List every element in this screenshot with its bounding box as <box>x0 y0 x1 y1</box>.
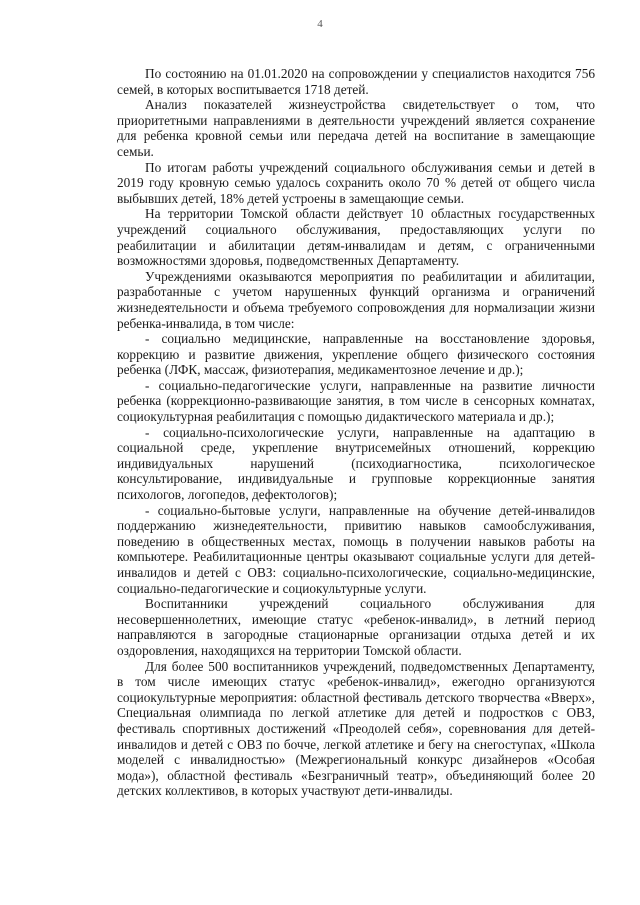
paragraph: Для более 500 воспитанников учреждений, подведомственных Департаменту, в том числе имеющих статус «ребенок-инвалид», ежегодно организуются социокультурные мероприятия: областной фестиваль детского творчества «Вверх», Специальная олимпиада по легкой атлетике для детей и подростков с ОВЗ, фестиваль спортивных достижений «Преодолей себя», соревнования для детей-инвалидов и детей с ОВЗ по бочче, легкой атлетике и бегу на снегоступах, «Школа моделей с инвалидностью» (Межрегиональный конкурс дизайнеров «Особая мода»), областной фестиваль «Безграничный театр», объединяющий более 20 детских коллективов, в которых участвуют дети-инвалиды. <box>117 658 595 799</box>
list-item: - социально-психологические услуги, направленные на адаптацию в социальной среде, укрепление внутрисемейных отношений, коррекцию индивидуальных нарушений (психодиагностика, психологическое консультирование, индивидуальные и групповые коррекционные занятия психологов, логопедов, дефектологов); <box>117 424 595 503</box>
paragraph: Учреждениями оказываются мероприятия по реабилитации и абилитации, разработанные с учетом нарушенных функций организма и ограничений жизнедеятельности и объема требуемого сопровождения для нормализации жизни ребенка-инвалида, в том числе: <box>117 268 595 331</box>
list-item: - социально-бытовые услуги, направленные на обучение детей-инвалидов поддержанию жизнедеятельности, привитию навыков самообслуживания, поведению в общественных местах, помощь в получении навыков работы на компьютере. Реабилитационные центры оказывают социальные услуги для детей-инвалидов и детей с ОВЗ: социально-психологические, социально-медицинские, социально-педагогические и социокультурные услуги. <box>117 502 595 596</box>
document-body <box>117 66 595 799</box>
page-number: 4 <box>317 18 323 30</box>
list-item: - социально медицинские, направленные на восстановление здоровья, коррекцию и развитие движения, укрепление общего физического состояния ребенка (ЛФК, массаж, физиотерапия, медикаментозное лечение и др.); <box>117 331 595 378</box>
paragraph: Анализ показателей жизнеустройства свидетельствует о том, что приоритетными направлениями в деятельности учреждений является сохранение для ребенка кровной семьи или передача детей на воспитание в замещающие семьи. <box>117 97 595 159</box>
list-item: - социально-педагогические услуги, направленные на развитие личности ребенка (коррекционно-развивающие занятия, в том числе в сенсорных комнатах, социокультурная реабилитация с помощью дидактического материала и др.); <box>117 377 595 425</box>
paragraph: Воспитанники учреждений социального обслуживания для несовершеннолетних, имеющие статус «ребенок-инвалид», в летний период направляются в загородные стационарные организации отдыха детей и их оздоровления, находящихся на территории Томской области. <box>117 596 595 658</box>
paragraph: По итогам работы учреждений социального обслуживания семьи и детей в 2019 году кровную семью удалось сохранить около 70 % детей от общего числа выбывших детей, 18% детей устроены в замещающие семьи. <box>117 159 595 206</box>
paragraph: На территории Томской области действует 10 областных государственных учреждений социального обслуживания, предоставляющих услуги по реабилитации и абилитации детям-инвалидам и детям, с ограниченными возможностями здоровья, подведомственных Департаменту. <box>117 206 595 269</box>
paragraph: По состоянию на 01.01.2020 на сопровождении у специалистов находится 756 семей, в которых воспитывается 1718 детей. <box>117 66 595 97</box>
